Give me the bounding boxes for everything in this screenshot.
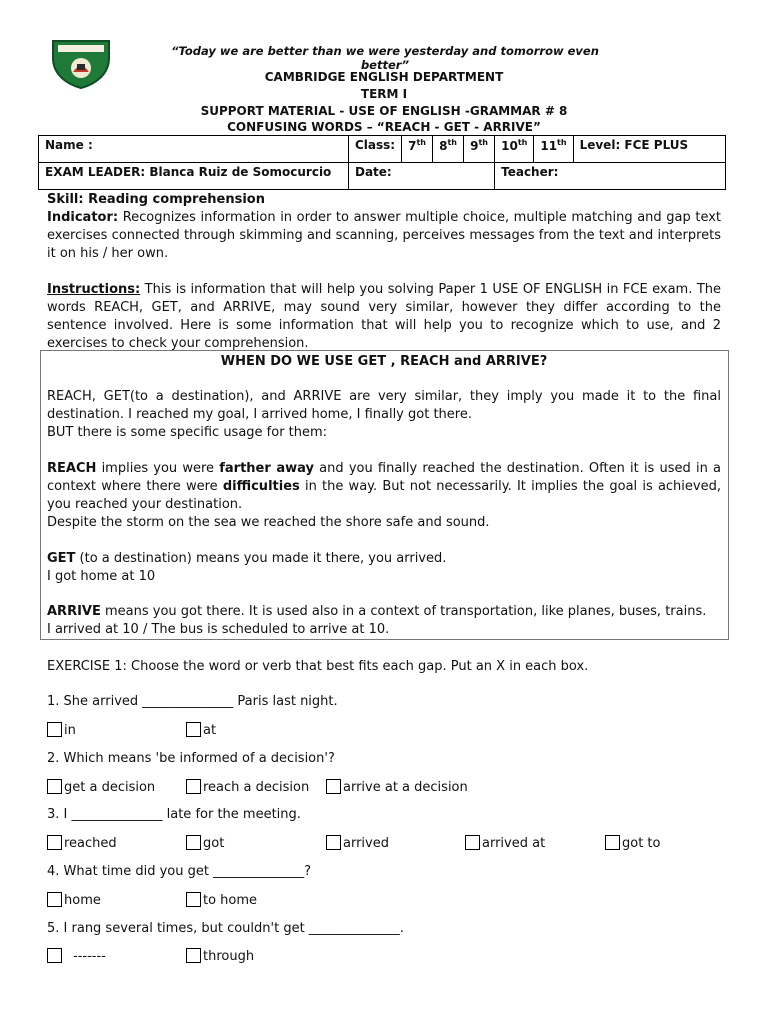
q4-option-2-label: to home bbox=[203, 893, 258, 908]
level-cell: Level: FCE PLUS bbox=[573, 136, 725, 163]
q3-option-3-label: arrived bbox=[343, 836, 389, 851]
reach-explanation: REACH implies you were farther away and you finally reached the destination. Often it is used in a context where there were difficulties in the way. But not necessarily. It implies the goal is achieved, you reached your destination. bbox=[47, 461, 721, 512]
student-info-table bbox=[38, 135, 726, 190]
q1-option-1-checkbox[interactable] bbox=[47, 722, 62, 737]
skill-line: Skill: Reading comprehension bbox=[47, 192, 265, 207]
motto: “Today we are better than we were yesterday and tomorrow even better” bbox=[171, 44, 599, 72]
q3-option-4-checkbox[interactable] bbox=[465, 835, 480, 850]
date-field[interactable]: Date: bbox=[349, 163, 495, 190]
grade-7[interactable]: 7th bbox=[402, 136, 433, 163]
exam-leader-cell: EXAM LEADER: Blanca Ruiz de Somocurcio bbox=[39, 163, 349, 190]
grade-11[interactable]: 11th bbox=[534, 136, 573, 163]
school-crest-logo bbox=[50, 38, 112, 90]
term-title: TERM I bbox=[360, 87, 408, 101]
grade-9[interactable]: 9th bbox=[464, 136, 495, 163]
usage-explanation-box bbox=[40, 350, 729, 640]
q3-option-2-label: got bbox=[203, 836, 225, 851]
q3-option-1-checkbox[interactable] bbox=[47, 835, 62, 850]
question-3: 3. I ______________ late for the meeting. bbox=[47, 807, 301, 822]
arrive-example: I arrived at 10 / The bus is scheduled to arrive at 10. bbox=[47, 622, 390, 637]
q1-option-1-label: in bbox=[64, 723, 76, 738]
box-intro: REACH, GET(to a destination), and ARRIVE are very similar, they imply you made it to the final destination. I reached my goal, I arrived home, I finally got there. bbox=[47, 389, 721, 422]
department-title: CAMBRIDGE ENGLISH DEPARTMENT bbox=[264, 70, 504, 84]
get-example: I got home at 10 bbox=[47, 569, 156, 584]
instructions-paragraph: Instructions: This is information that will help you solving Paper 1 USE OF ENGLISH in FCE exam. The words REACH, GET, and ARRIVE, may sound very similar, however they differ according to the sentence involved. Here is some information that will help you to recognize which to use, and 2 exercises to check your comprehension. bbox=[47, 282, 721, 351]
q3-option-4-label: arrived at bbox=[482, 836, 546, 851]
q5-option-2-label: through bbox=[203, 949, 255, 964]
box-intro-but: BUT there is some specific usage for them: bbox=[47, 425, 328, 440]
box-title: WHEN DO WE USE GET , REACH and ARRIVE? bbox=[220, 354, 548, 369]
get-explanation: GET (to a destination) means you made it there, you arrived. bbox=[47, 551, 447, 566]
q2-option-3-checkbox[interactable] bbox=[326, 779, 341, 794]
q3-option-2-checkbox[interactable] bbox=[186, 835, 201, 850]
arrive-explanation: ARRIVE means you got there. It is used also in a context of transportation, like planes, buses, trains. bbox=[47, 604, 707, 619]
q1-option-2-label: at bbox=[203, 723, 217, 738]
q3-option-1-label: reached bbox=[64, 836, 117, 851]
q3-option-5-checkbox[interactable] bbox=[605, 835, 620, 850]
q5-option-1-label: ------- bbox=[73, 949, 106, 964]
q2-option-3-label: arrive at a decision bbox=[343, 780, 468, 795]
q4-option-2-checkbox[interactable] bbox=[186, 892, 201, 907]
reach-example: Despite the storm on the sea we reached the shore safe and sound. bbox=[47, 515, 490, 530]
q3-option-5-label: got to bbox=[622, 836, 661, 851]
question-5: 5. I rang several times, but couldn't get ______________. bbox=[47, 921, 404, 936]
grade-10[interactable]: 10th bbox=[495, 136, 534, 163]
q2-option-1-checkbox[interactable] bbox=[47, 779, 62, 794]
grade-8[interactable]: 8th bbox=[433, 136, 464, 163]
teacher-field[interactable]: Teacher: bbox=[495, 163, 726, 190]
question-1: 1. She arrived ______________ Paris last night. bbox=[47, 694, 338, 709]
exercise-title: EXERCISE 1: Choose the word or verb that best fits each gap. Put an X in each box. bbox=[47, 659, 589, 674]
question-2: 2. Which means 'be informed of a decision'? bbox=[47, 751, 335, 766]
material-title: SUPPORT MATERIAL - USE OF ENGLISH -GRAMMAR # 8 bbox=[200, 104, 568, 118]
question-4: 4. What time did you get ______________? bbox=[47, 864, 311, 879]
q2-option-1-label: get a decision bbox=[64, 780, 156, 795]
q1-option-2-checkbox[interactable] bbox=[186, 722, 201, 737]
indicator-paragraph: Indicator: Recognizes information in order to answer multiple choice, multiple matching and gap text exercises connected through skimming and scanning, perceives messages from the text and interprets it on his / her own. bbox=[47, 210, 721, 261]
q5-option-2-checkbox[interactable] bbox=[186, 948, 201, 963]
q4-option-1-label: home bbox=[64, 893, 101, 908]
name-field[interactable]: Name : bbox=[39, 136, 349, 163]
q4-option-1-checkbox[interactable] bbox=[47, 892, 62, 907]
topic-title: CONFUSING WORDS – “REACH - GET - ARRIVE” bbox=[227, 120, 541, 134]
q3-option-3-checkbox[interactable] bbox=[326, 835, 341, 850]
class-label: Class: bbox=[349, 136, 402, 163]
q5-option-1-checkbox[interactable] bbox=[47, 948, 62, 963]
q2-option-2-label: reach a decision bbox=[203, 780, 310, 795]
q2-option-2-checkbox[interactable] bbox=[186, 779, 201, 794]
